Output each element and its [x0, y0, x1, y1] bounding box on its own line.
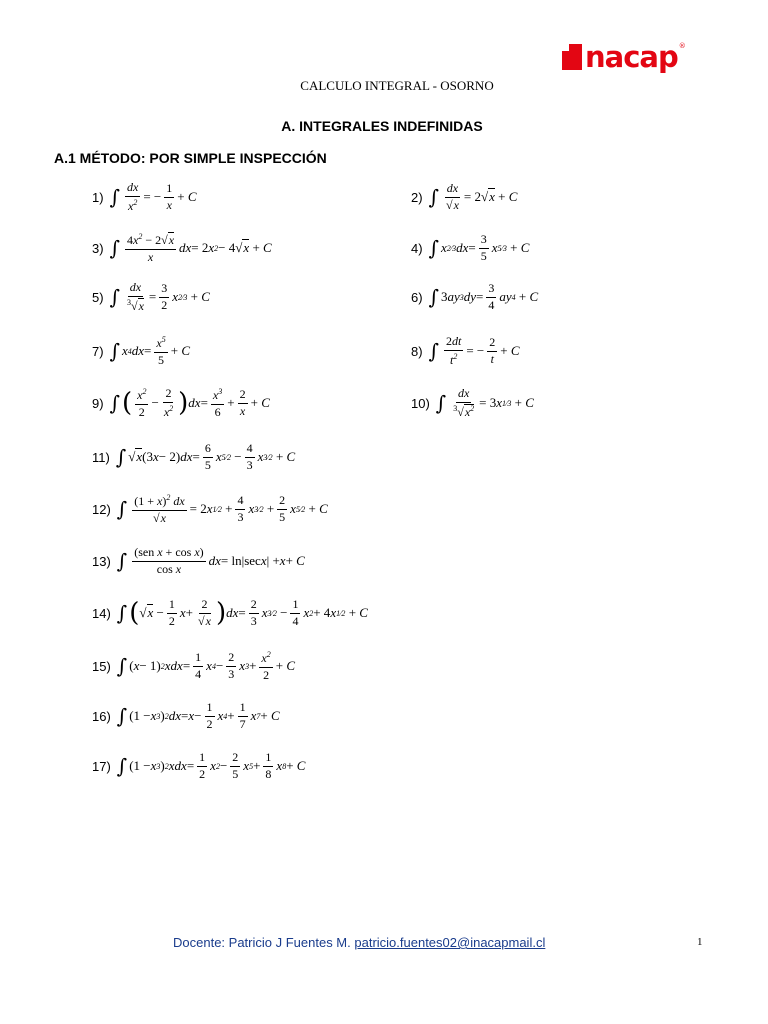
problem-11: 11) ∫ √x (3 x − 2) dx = $\frac{6}{5}$ x 5⁄2 − $\frac{4}{3}$ x 3⁄2 + C: [92, 440, 296, 472]
document-header: CALCULO INTEGRAL - OSORNO: [300, 78, 494, 93]
problem-number: 16): [92, 708, 111, 724]
problem-6: 6) ∫ 3 ay 3 dy = $\frac{3}{4}$ ay 4 + C: [411, 280, 539, 312]
problem-number: 3): [92, 240, 104, 256]
logo-wordmark: nacap: [585, 40, 678, 74]
footer-label: Docente: Patricio J Fuentes M.: [173, 935, 351, 950]
registered-mark: ®: [678, 42, 686, 50]
problem-5: 5) ∫ $\frac{dx}{^3√x}$ = $\frac{3}{2}$ x 2⁄3 + C: [92, 279, 210, 313]
problem-number: 12): [92, 501, 111, 517]
problem-8: 8) ∫ $\frac{2dt}{t^2}$ = − $\frac{2}{t}$ + C: [411, 333, 520, 367]
problem-number: 5): [92, 289, 104, 305]
problem-1: 1) ∫ $\frac{dx}{x^2}$ = − $\frac{1}{x}$ + C: [92, 179, 197, 213]
problem-number: 17): [92, 758, 111, 774]
problem-13: 13) ∫ $\frac{\text{(sen x + cos x)}}{\text{cos x}}$ dx = ln|sec x | + x + C: [92, 544, 305, 576]
problem-number: 6): [411, 289, 423, 305]
inacap-logo: [562, 42, 686, 72]
problem-7: 7) ∫ x 4 dx = $\frac{x^5}{5}$ + C: [92, 334, 190, 367]
problem-16: 16) ∫ (1 − x 3 ) 2 dx = x − $\frac{1}{2}$ x 4 + $\frac{1}{7}$ x 7 + C: [92, 699, 280, 731]
problem-10: 10) ∫ $\frac{dx}{^3√x^2}$ = 3 x 1⁄3 + C: [411, 385, 534, 419]
problem-number: 1): [92, 189, 104, 205]
footer-author: [173, 935, 545, 950]
problem-17: 17) ∫ (1 − x 3 ) 2 xdx = $\frac{1}{2}$ x 2 − $\frac{2}{5}$ x 5 + $\frac{1}{8}$ x 8 + C: [92, 749, 306, 781]
problem-number: 8): [411, 343, 423, 359]
author-email-link[interactable]: patricio.fuentes02@inacapmail.cl: [354, 935, 546, 950]
problem-number: 15): [92, 658, 111, 674]
problem-4: 4) ∫ x 2⁄3 dx = $\frac{3}{5}$ x 5⁄3 + C: [411, 231, 530, 263]
problem-number: 13): [92, 553, 111, 569]
logo-mark-icon: [562, 44, 582, 70]
problem-15: 15) ∫ ( x − 1) 2 xdx = $\frac{1}{4}$ x 4 − $\frac{2}{3}$ x 3 + $\frac{x^2}{2}$ + C: [92, 649, 295, 682]
problem-number: 4): [411, 240, 423, 256]
problem-number: 10): [411, 395, 430, 411]
problem-2: 2) ∫ $\frac{dx}{√x}$ = 2 √x + C: [411, 180, 518, 212]
problem-3: 3) ∫ $\frac{4x^2 - 2√x}{x}$ dx = 2 x 2 − 4 √x + C: [92, 231, 272, 264]
problem-number: 7): [92, 343, 104, 359]
subsection-title: A.1 MÉTODO: POR SIMPLE INSPECCIÓN: [54, 150, 327, 166]
problem-12: 12) ∫ $\frac{(1 + x)^2 dx}{√x}$ = 2 x 1⁄2 + $\frac{4}{3}$ x 3⁄2 + $\frac{2}{5}$ x 5⁄2 + C: [92, 492, 328, 525]
problem-number: 14): [92, 605, 111, 621]
page-number: 1: [697, 936, 703, 948]
problem-number: 2): [411, 189, 423, 205]
problem-9: 9) ∫ ( $\frac{x^2}{2}$ − $\frac{2}{x^2}$ ) dx = $\frac{x^3}{6}$ + $\frac{2}{x}$ + C: [92, 385, 270, 419]
problem-number: 9): [92, 395, 104, 411]
problem-number: 11): [92, 449, 110, 465]
problem-14: 14) ∫ ( √x − $\frac{1}{2}$ x + $\frac{2}{√x}$ ) dx = $\frac{2}{3}$ x 3⁄2 − $\frac{1}{4}$ x 2 + 4 x 1⁄2 + C: [92, 596, 368, 628]
section-title: A. INTEGRALES INDEFINIDAS: [281, 118, 483, 134]
